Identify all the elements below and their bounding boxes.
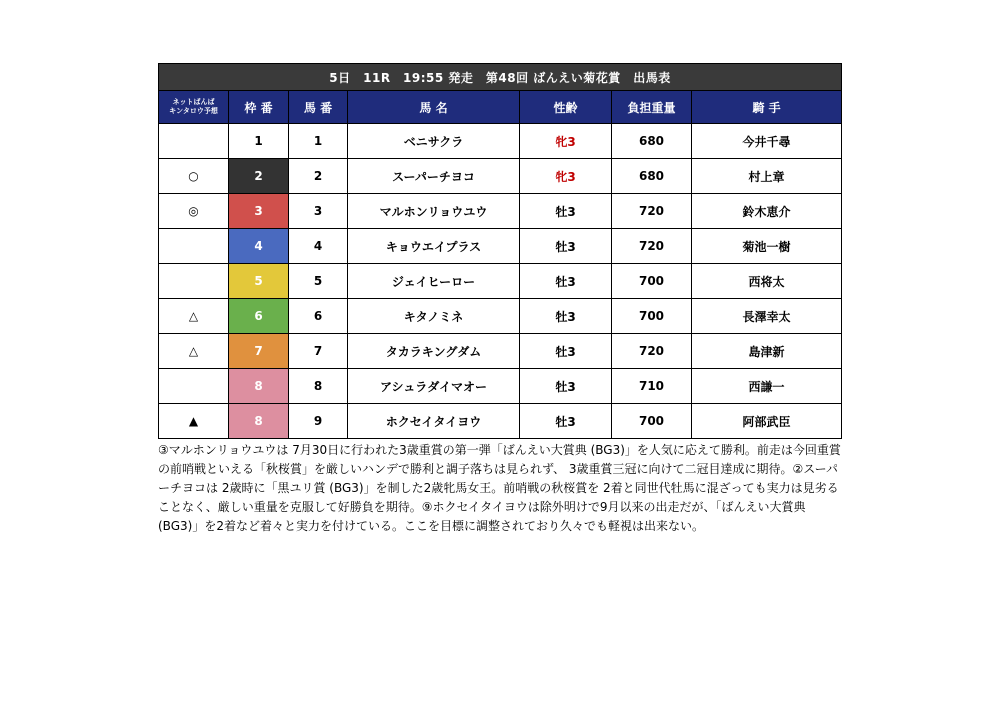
waku-number: 3 <box>229 194 289 229</box>
header-weight: 負担重量 <box>612 91 692 124</box>
prediction-mark <box>159 229 229 264</box>
horse-name: ホクセイタイヨウ <box>348 404 520 439</box>
table-row <box>159 229 842 264</box>
table-row <box>159 264 842 299</box>
horse-name: アシュラダイマオー <box>348 369 520 404</box>
header-prediction-line1: ネットばんば <box>172 98 215 106</box>
sex-age: 牡3 <box>520 334 612 369</box>
table-row <box>159 369 842 404</box>
horse-number: 9 <box>289 404 348 439</box>
horse-name: キタノミネ <box>348 299 520 334</box>
sex-age: 牡3 <box>520 264 612 299</box>
title-row <box>159 64 842 91</box>
race-sheet <box>158 63 841 536</box>
horse-name: マルホンリョウユウ <box>348 194 520 229</box>
horse-number: 6 <box>289 299 348 334</box>
horse-number: 5 <box>289 264 348 299</box>
horse-name: ジェイヒーロー <box>348 264 520 299</box>
sex-age: 牡3 <box>520 404 612 439</box>
table-row <box>159 404 842 439</box>
prediction-mark: △ <box>159 299 229 334</box>
entries-body <box>159 124 842 439</box>
jockey-name: 菊池一樹 <box>692 229 842 264</box>
header-prediction <box>159 91 229 124</box>
sex-age: 牡3 <box>520 369 612 404</box>
horse-name: スーパーチヨコ <box>348 159 520 194</box>
jockey-name: 今井千尋 <box>692 124 842 159</box>
burden-weight: 720 <box>612 194 692 229</box>
horse-name: キョウエイプラス <box>348 229 520 264</box>
header-sex-age: 性齢 <box>520 91 612 124</box>
sex-age: 牝3 <box>520 124 612 159</box>
header-prediction-line2: キンタロウ予想 <box>169 107 218 115</box>
header-umaban: 馬 番 <box>289 91 348 124</box>
horse-number: 3 <box>289 194 348 229</box>
table-row <box>159 159 842 194</box>
header-row <box>159 91 842 124</box>
prediction-mark <box>159 369 229 404</box>
header-jockey: 騎 手 <box>692 91 842 124</box>
burden-weight: 700 <box>612 404 692 439</box>
waku-number: 1 <box>229 124 289 159</box>
horse-number: 2 <box>289 159 348 194</box>
sex-age: 牡3 <box>520 229 612 264</box>
sex-age: 牡3 <box>520 194 612 229</box>
waku-number: 6 <box>229 299 289 334</box>
waku-number: 2 <box>229 159 289 194</box>
prediction-mark: △ <box>159 334 229 369</box>
jockey-name: 鈴木恵介 <box>692 194 842 229</box>
header-horse-name: 馬 名 <box>348 91 520 124</box>
jockey-name: 西謙一 <box>692 369 842 404</box>
waku-number: 8 <box>229 404 289 439</box>
burden-weight: 700 <box>612 299 692 334</box>
race-entry-table <box>158 63 842 439</box>
horse-number: 8 <box>289 369 348 404</box>
prediction-mark <box>159 264 229 299</box>
race-comment: ③マルホンリョウユウは 7月30日に行われた3歳重賞の第一弾「ばんえい大賞典 (BG3)」を人気に応えて勝利。前走は今回重賞の前哨戦といえる「秋桜賞」を厳しいハンデで勝利と調子落ちは見られず、 3歳重賞三冠に向けて二冠目達成に期待。②スーパーチヨコは 2歳時に「黒ユリ賞 (BG3)」を制した2歳牝馬女王。前哨戦の秋桜賞を 2着と同世代牡馬に混ざっても実力は見劣ることなく、厳しい重量を克服して好勝負を期待。⑨ホクセイタイヨウは除外明けで9月以来の出走だが、「ばんえい大賞典 (BG3)」を2着など着々と実力を付けている。ここを目標に調整されており久々でも軽視は出来ない。 <box>158 443 841 533</box>
prediction-mark: ◎ <box>159 194 229 229</box>
burden-weight: 700 <box>612 264 692 299</box>
header-waku: 枠 番 <box>229 91 289 124</box>
jockey-name: 島津新 <box>692 334 842 369</box>
race-title: 5日 11R 19:55 発走 第48回 ばんえい菊花賞 出馬表 <box>159 64 842 91</box>
burden-weight: 720 <box>612 229 692 264</box>
horse-number: 4 <box>289 229 348 264</box>
waku-number: 4 <box>229 229 289 264</box>
jockey-name: 村上章 <box>692 159 842 194</box>
waku-number: 8 <box>229 369 289 404</box>
sex-age: 牝3 <box>520 159 612 194</box>
horse-name: ベニサクラ <box>348 124 520 159</box>
horse-number: 1 <box>289 124 348 159</box>
table-row <box>159 194 842 229</box>
burden-weight: 680 <box>612 159 692 194</box>
burden-weight: 680 <box>612 124 692 159</box>
jockey-name: 長澤幸太 <box>692 299 842 334</box>
waku-number: 7 <box>229 334 289 369</box>
table-row <box>159 299 842 334</box>
sex-age: 牡3 <box>520 299 612 334</box>
prediction-mark: ▲ <box>159 404 229 439</box>
table-row <box>159 124 842 159</box>
table-row <box>159 334 842 369</box>
waku-number: 5 <box>229 264 289 299</box>
burden-weight: 710 <box>612 369 692 404</box>
horse-number: 7 <box>289 334 348 369</box>
jockey-name: 西将太 <box>692 264 842 299</box>
prediction-mark <box>159 124 229 159</box>
burden-weight: 720 <box>612 334 692 369</box>
jockey-name: 阿部武臣 <box>692 404 842 439</box>
prediction-mark: ○ <box>159 159 229 194</box>
horse-name: タカラキングダム <box>348 334 520 369</box>
